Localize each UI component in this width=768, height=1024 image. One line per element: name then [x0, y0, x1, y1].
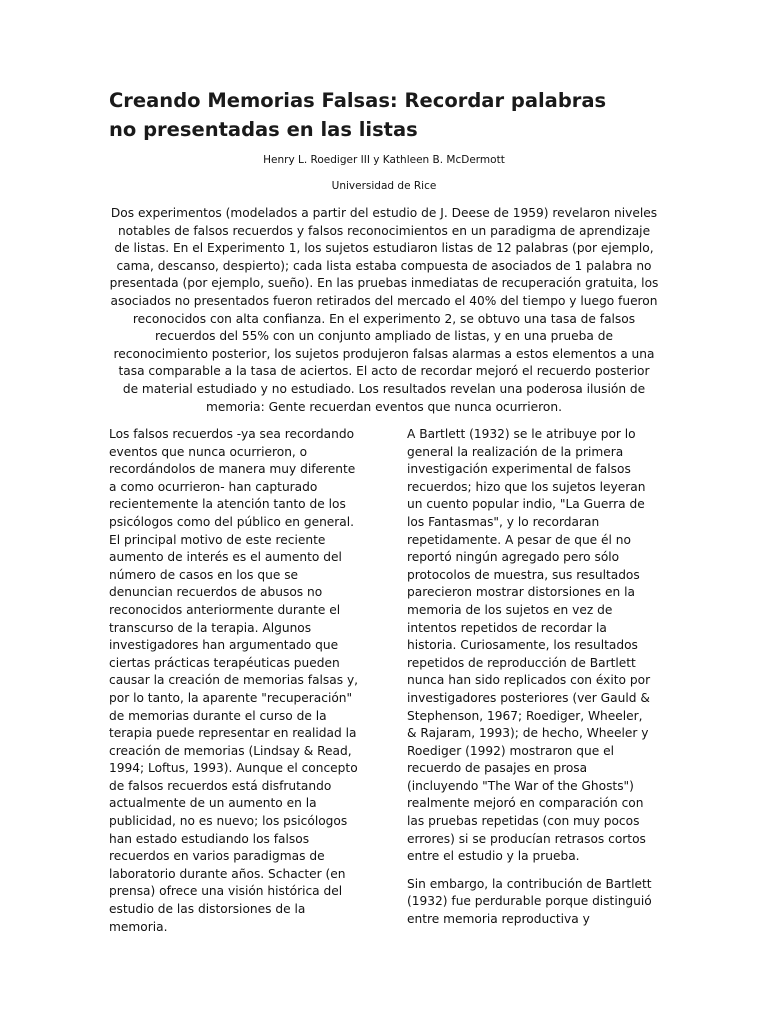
paper-abstract: Dos experimentos (modelados a partir del estudio de J. Deese de 1959) revelaron niveles notables de falsos recuerdos y falsos reconocimientos en un paradigma de aprendizaje de listas. En el Experimento 1, los sujetos estudiaron listas de 12 palabras (por ejemplo, cama, descanso, despierto); cada lista estaba compuesta de asociados de 1 palabra no presentada (por ejemplo, sueño). En las pruebas inmediatas de recuperación gratuita, los asociados no presentados fueron retirados del mercado el 40% del tiempo y luego fueron reconocidos con alta confianza. En el experimento 2, se obtuvo una tasa de falsos recuerdos del 55% con un conjunto ampliado de listas, y en una prueba de reconocimiento posterior, los sujetos produjeron falsas alarmas a estos elementos a una tasa comparable a la tasa de aciertos. El acto de recordar mejoró el recuerdo posterior de material estudiado y no estudiado. Los resultados revelan una poderosa ilusión de memoria: Gente recuerdan eventos que nunca ocurrieron.	[109, 206, 659, 414]
body-paragraph: Sin embargo, la contribución de Bartlett (1932) fue perdurable porque distinguió entre memoria reproductiva y	[407, 876, 652, 927]
paper-authors: Henry L. Roediger III y Kathleen B. McDermott	[263, 154, 505, 166]
body-column-right	[407, 426, 655, 939]
paper-affiliation: Universidad de Rice	[331, 180, 437, 192]
body-paragraph: A Bartlett (1932) se le atribuye por lo general la realización de la primera investigación experimental de falsos recuerdos; hizo que los sujetos leyeran un cuento popular indio, "La Guerra de los Fantasmas", y lo recordaran repetidamente. A pesar de que él no reportó ningún agregado pero sólo protocolos de muestra, sus resultados parecieron mostrar distorsiones en la memoria de los sujetos en vez de intentos repetidos de recordar la historia. Curiosamente, los resultados repetidos de reproducción de Bartlett nunca han sido replicados con éxito por investigadores posteriores (ver Gauld & Stephenson, 1967; Roediger, Wheeler, & Rajaram, 1993); de hecho, Wheeler y Roediger (1992) mostraron que el recuerdo de pasajes en prosa (incluyendo "The War of the Ghosts") realmente mejoró en comparación con las pruebas repetidas (con muy pocos errores) si se producían retrasos cortos entre el estudio y la prueba.	[407, 427, 651, 864]
body-column-left	[109, 426, 363, 946]
body-paragraph: Los falsos recuerdos -ya sea recordando eventos que nunca ocurrieron, o recordándolos de manera muy diferente a como ocurrieron- han capturado recientemente la atención tanto de los psicólogos como del público en general. El principal motivo de este reciente aumento de interés es el aumento del número de casos en los que se denuncian recuerdos de abusos no reconocidos anteriormente durante el transcurso de la terapia. Algunos investigadores han argumentado que ciertas prácticas terapéuticas pueden causar la creación de memorias falsas y, por lo tanto, la aparente "recuperación" de memorias durante el curso de la terapia puede representar en realidad la creación de memorias (Lindsay & Read, 1994; Loftus, 1993). Aunque el concepto de falsos recuerdos está disfrutando actualmente de un aumento en la publicidad, no es nuevo; los psicólogos han estado estudiando los falsos recuerdos en varios paradigmas de laboratorio durante años. Schacter (en prensa) ofrece una visión histórica del estudio de las distorsiones de la memoria.	[109, 427, 359, 934]
paper-title: Creando Memorias Falsas: Recordar palabras no presentadas en las listas	[109, 89, 607, 141]
